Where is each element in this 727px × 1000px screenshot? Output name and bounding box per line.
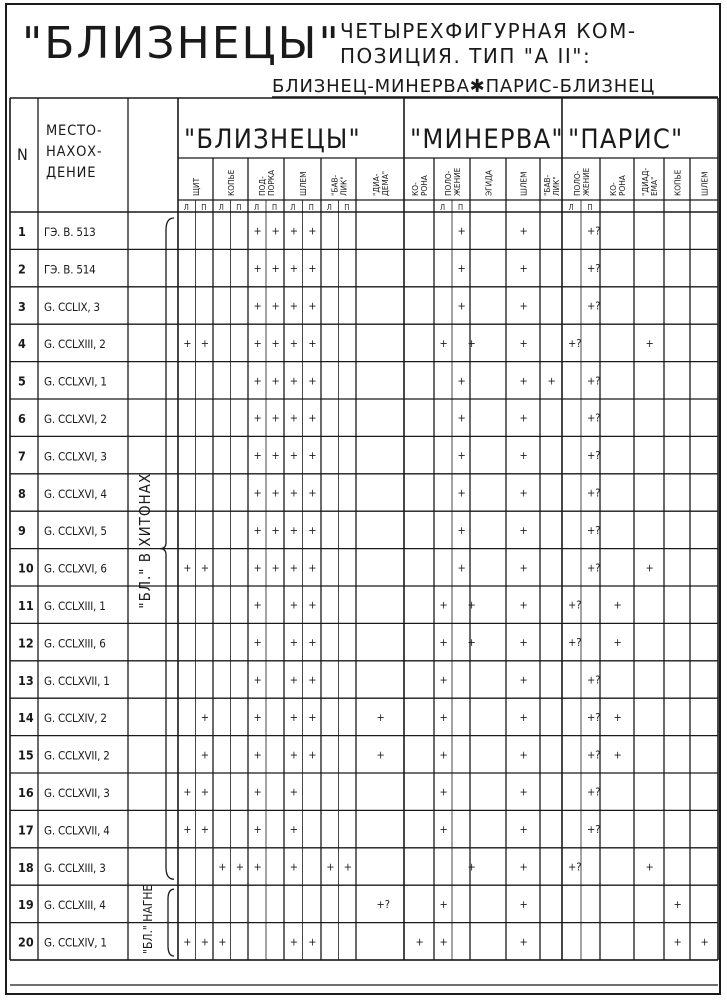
cell-mark: +: [200, 561, 210, 575]
cell-mark: +: [439, 785, 448, 799]
header-location-line-3: ДЕНИЕ: [46, 165, 97, 181]
sub-header-pdia-2: ЕМА": [649, 176, 659, 196]
cell-mark: +?: [587, 710, 601, 724]
cell-mark: +: [183, 785, 192, 799]
row-location: G. CCLXIII, 4: [44, 898, 106, 913]
cell-mark: +: [457, 449, 466, 463]
label-right-ppol: П: [587, 203, 593, 212]
row-location: G. CCLXVII, 2: [44, 748, 110, 763]
cell-mark: +: [547, 374, 556, 388]
cell-mark: +: [308, 710, 317, 724]
cell-mark: +: [289, 860, 299, 874]
cell-mark: +: [519, 598, 528, 612]
subtitle-line-1: ЧЕТЫРЕХФИГУРНАЯ КОМ-: [340, 19, 637, 43]
cell-mark: +: [289, 523, 299, 537]
row-location: G. CCLXIII, 1: [44, 599, 106, 613]
cell-mark: +: [519, 860, 528, 874]
row-number: 1: [18, 224, 26, 239]
cell-mark: +: [271, 224, 280, 238]
row-location: G. CCLXVII, 4: [44, 823, 110, 838]
label-right-shl: П: [308, 203, 314, 212]
cell-mark: +: [253, 299, 262, 313]
row-number: 7: [18, 448, 26, 464]
sub-header-mkor-2: РОНА: [419, 175, 429, 196]
sub-header-pod-1: ПОД-: [257, 176, 267, 196]
cell-mark: +: [289, 374, 299, 388]
cell-mark: +: [308, 224, 317, 238]
cell-mark: +: [289, 710, 299, 724]
cell-mark: +: [253, 224, 262, 238]
sub-header-pkor-1: КО-: [608, 182, 618, 196]
sub-header-pkor-2: РОНА: [617, 175, 627, 196]
cell-mark: +: [457, 411, 466, 425]
cell-mark: +: [289, 785, 299, 799]
cell-mark: +: [271, 374, 280, 388]
cell-mark: +: [200, 710, 210, 724]
cell-mark: +: [253, 411, 262, 425]
row-number: 3: [18, 298, 26, 314]
cell-mark: +: [289, 636, 299, 650]
sub-header-pod-2: ПОРКА: [266, 169, 276, 196]
cell-mark: +: [308, 374, 317, 388]
cell-mark: +: [308, 449, 317, 463]
cell-mark: +: [308, 935, 317, 949]
cell-mark: +: [271, 411, 280, 425]
sub-header-kop-1: КОПЬЕ: [226, 169, 236, 196]
cell-mark: +: [271, 299, 280, 313]
cell-mark: +: [308, 673, 317, 687]
label-right-kop: П: [236, 203, 242, 212]
cell-mark: +: [289, 262, 299, 276]
row-location: G. CCLXVI, 6: [44, 561, 107, 576]
cell-mark: +: [519, 710, 528, 724]
cell-mark: +: [253, 636, 262, 650]
cell-mark: +: [457, 262, 466, 276]
cell-mark: +: [200, 748, 210, 762]
cell-mark: +: [415, 935, 424, 949]
cell-mark: +: [439, 710, 448, 724]
group-title-2: "МИНЕРВА": [410, 124, 564, 155]
cell-mark: +?: [587, 374, 601, 388]
cell-mark: +: [200, 336, 210, 350]
label-left-ppol: Л: [568, 203, 574, 212]
cell-mark: +: [467, 336, 476, 350]
sub-header-mpol-1: ПОЛО-: [443, 170, 453, 196]
sub-header-mkor-1: КО-: [410, 182, 420, 196]
sub-header-msh-1: ШЛЕМ: [518, 171, 529, 196]
cell-mark: +?: [587, 449, 601, 463]
cell-mark: +?: [587, 224, 601, 238]
cell-mark: +: [253, 710, 262, 724]
cell-mark: +?: [587, 561, 601, 575]
cell-mark: +: [235, 860, 245, 874]
header-location-line-1: МЕСТО-: [46, 123, 103, 139]
cell-mark: +: [253, 860, 262, 874]
cell-mark: +: [289, 411, 299, 425]
cell-mark: +?: [587, 486, 601, 500]
row-location: G. CCLXVI, 5: [44, 524, 107, 539]
row-number: 6: [18, 411, 26, 426]
cell-mark: +: [183, 561, 192, 575]
row-number: 16: [18, 785, 34, 800]
cell-mark: +: [457, 561, 466, 575]
cell-mark: +: [289, 224, 299, 238]
cell-mark: +?: [587, 673, 601, 687]
header-location-line-2: НАХОХ-: [46, 144, 103, 160]
label-right-bav: П: [344, 203, 350, 212]
cell-mark: +: [271, 336, 280, 350]
sub-header-mpol-2: ЖЕНИЕ: [452, 167, 462, 196]
cell-mark: +: [253, 823, 262, 837]
row-location: G. CCLXVI, 2: [44, 412, 107, 426]
row-location: G. CCLXVII, 3: [44, 786, 110, 800]
cell-mark: +: [457, 299, 466, 313]
sub-header-shl-1: ШЛЕМ: [298, 171, 308, 196]
sub-header-pkop-1: КОПЬЕ: [672, 169, 683, 196]
cell-mark: +: [253, 486, 262, 500]
cell-mark: +: [308, 636, 317, 650]
sub-header-mbav-1: "БАВ-: [542, 174, 552, 196]
row-location: G. CCLXIII, 2: [44, 337, 106, 352]
row-location: G. CCLXVI, 4: [44, 486, 107, 501]
sub-header-bav-1: "БАВ-: [329, 174, 340, 196]
cell-mark: +: [183, 935, 192, 949]
cell-mark: +: [519, 336, 528, 350]
cell-mark: +: [457, 374, 466, 388]
row-number: 2: [18, 261, 26, 277]
cell-mark: +?: [587, 262, 601, 276]
row-location: G. CCLXIV, 2: [44, 711, 107, 726]
cell-mark: +: [467, 860, 476, 874]
cell-mark: +: [439, 336, 448, 350]
cell-mark: +: [376, 748, 385, 762]
cell-mark: +: [439, 673, 448, 687]
cell-mark: +: [308, 486, 317, 500]
row-location: G. CCLXIV, 1: [44, 935, 107, 950]
cell-mark: +: [289, 598, 299, 612]
cell-mark: +: [613, 636, 622, 650]
data-table: [10, 98, 718, 985]
cell-mark: +: [673, 935, 682, 949]
sub-header-dia-1: "ДИА-: [371, 173, 381, 196]
cell-mark: +: [183, 823, 192, 837]
cell-mark: +: [519, 224, 528, 238]
cell-mark: +: [467, 636, 476, 650]
row-number: 18: [18, 859, 34, 875]
row-location: G. CCLXVI, 3: [44, 449, 107, 464]
cell-mark: +: [308, 411, 317, 425]
row-number: 8: [18, 485, 26, 501]
label-left-shit: Л: [183, 203, 189, 212]
row-number: 5: [18, 373, 26, 389]
cell-mark: +?: [376, 897, 391, 911]
row-location: G. CCLXIII, 3: [44, 860, 106, 875]
cell-mark: +: [439, 935, 448, 949]
cell-mark: +: [289, 336, 299, 350]
cell-mark: +: [439, 823, 448, 837]
cell-mark: +: [289, 673, 299, 687]
header-number: N: [17, 145, 28, 164]
cell-mark: +: [308, 523, 317, 537]
cell-mark: +: [253, 523, 262, 537]
cell-mark: +: [519, 299, 528, 313]
row-number: 19: [18, 897, 34, 913]
cell-mark: +?: [587, 785, 601, 799]
cell-mark: +: [613, 748, 622, 762]
cell-mark: +: [519, 486, 528, 500]
cell-mark: +: [519, 785, 528, 799]
cell-mark: +?: [587, 523, 601, 537]
cell-mark: +: [613, 710, 622, 724]
cell-mark: +: [308, 336, 317, 350]
cell-mark: +: [308, 299, 317, 313]
cell-mark: +: [439, 897, 448, 911]
sub-header-dia-2: ДЕМА": [380, 170, 390, 196]
cell-mark: +: [289, 935, 299, 949]
cell-mark: +: [289, 449, 299, 463]
row-location: G. CCLXVII, 1: [44, 673, 110, 688]
group-title-1: "БЛИЗНЕЦЫ": [184, 124, 361, 155]
label-left-shl: Л: [290, 203, 296, 212]
cell-mark: +: [673, 897, 682, 911]
cell-mark: +: [519, 561, 528, 575]
row-number: 13: [18, 672, 34, 688]
cell-mark: +: [519, 935, 528, 949]
cell-mark: +?: [587, 299, 601, 313]
row-location: G. CCLIX, 3: [44, 299, 100, 314]
cell-mark: +?: [568, 336, 582, 350]
cell-mark: +: [253, 449, 262, 463]
cell-mark: +?: [587, 748, 601, 762]
row-number: 20: [18, 934, 34, 950]
cell-mark: +: [457, 224, 466, 238]
cell-mark: +: [700, 935, 709, 949]
cell-mark: +: [519, 897, 528, 911]
sub-header-psh-1: ШЛЕМ: [699, 171, 710, 196]
cell-mark: +: [439, 598, 448, 612]
cell-mark: +: [271, 561, 280, 575]
cell-mark: +: [645, 561, 654, 575]
subtitle-line-2: ПОЗИЦИЯ. ТИП "А II":: [340, 44, 592, 68]
cell-mark: +: [519, 523, 528, 537]
cell-mark: +: [289, 299, 299, 313]
cell-mark: +: [457, 523, 466, 537]
cell-mark: +: [271, 262, 280, 276]
cell-mark: +: [253, 598, 262, 612]
sub-header-shit-1: ЩИТ: [191, 177, 201, 196]
cell-mark: +: [253, 374, 262, 388]
cell-mark: +?: [568, 636, 582, 650]
cell-mark: +: [218, 860, 227, 874]
cell-mark: +: [645, 860, 654, 874]
sub-header-egi-1: ЭГИДА: [483, 170, 494, 196]
cell-mark: +: [289, 823, 299, 837]
cell-mark: +: [271, 486, 280, 500]
row-location: ГЭ. В. 513: [44, 225, 96, 239]
cell-mark: +: [200, 935, 210, 949]
cell-mark: +: [439, 748, 448, 762]
cell-mark: +: [253, 262, 262, 276]
cell-mark: +: [253, 785, 262, 799]
cell-mark: +: [645, 336, 654, 350]
cell-mark: +: [308, 561, 317, 575]
cell-mark: +: [308, 262, 317, 276]
cell-mark: +: [200, 785, 210, 799]
cell-mark: +: [289, 748, 299, 762]
label-right-pod: П: [272, 203, 278, 212]
cell-mark: +: [271, 449, 280, 463]
cell-mark: +: [253, 336, 262, 350]
cell-mark: +: [519, 748, 528, 762]
row-number: 12: [18, 635, 34, 651]
label-left-kop: Л: [218, 203, 224, 212]
row-number: 9: [18, 523, 26, 539]
cell-mark: +?: [568, 598, 582, 612]
cell-mark: +: [519, 374, 528, 388]
label-right-shit: П: [201, 203, 207, 212]
sub-header-ppol-2: ЖЕНИЕ: [581, 167, 591, 196]
cell-mark: +: [308, 748, 317, 762]
sub-header-ppol-1: ПОЛО-: [572, 170, 582, 196]
label-left-pod: Л: [254, 203, 260, 212]
row-number: 14: [18, 710, 34, 726]
label-left-mpol: Л: [440, 203, 446, 212]
cell-mark: +: [343, 860, 353, 874]
cell-mark: +?: [568, 860, 582, 874]
cell-mark: +: [253, 748, 262, 762]
cell-mark: +: [200, 823, 210, 837]
cell-mark: +: [613, 598, 622, 612]
cell-mark: +: [326, 860, 335, 874]
cell-mark: +: [519, 411, 528, 425]
group-title-3: "ПАРИС": [568, 124, 684, 155]
cell-mark: +: [519, 449, 528, 463]
row-number: 4: [18, 336, 26, 352]
row-location: G. CCLXVI, 1: [44, 374, 107, 389]
sub-header-mbav-2: ЛИК": [551, 176, 561, 196]
group-label-nude: "БЛ." НАГНЕ: [141, 884, 155, 954]
cell-mark: +: [519, 262, 528, 276]
row-number: 17: [18, 822, 34, 838]
cell-mark: +: [439, 636, 448, 650]
cell-mark: +: [519, 823, 528, 837]
cell-mark: +?: [587, 823, 601, 837]
row-number: 10: [18, 560, 34, 576]
label-left-bav: Л: [326, 203, 332, 212]
label-right-mpol: П: [458, 203, 464, 212]
cell-mark: +: [289, 561, 299, 575]
sub-header-bav-2: ЛИК": [338, 176, 349, 196]
row-location: ГЭ. В. 514: [44, 262, 96, 277]
row-location: G. CCLXIII, 6: [44, 636, 106, 651]
page-title: "БЛИЗНЕЦЫ": [22, 18, 341, 69]
cell-mark: +: [289, 486, 299, 500]
cell-mark: +: [183, 336, 192, 350]
cell-mark: +: [218, 935, 227, 949]
cell-mark: +?: [587, 411, 601, 425]
cell-mark: +: [519, 673, 528, 687]
row-number: 15: [18, 747, 34, 763]
cell-mark: +: [467, 598, 476, 612]
cell-mark: +: [376, 710, 385, 724]
cell-mark: +: [308, 598, 317, 612]
cell-mark: +: [519, 636, 528, 650]
subtitle-line-3: БЛИЗНЕЦ-МИНЕРВА✱ПАРИС-БЛИЗНЕЦ: [272, 76, 655, 97]
cell-mark: +: [253, 561, 262, 575]
cell-mark: +: [253, 673, 262, 687]
group-label-chitons: "БЛ." В ХИТОНАХ: [136, 472, 154, 609]
cell-mark: +: [457, 486, 466, 500]
row-number: 11: [18, 598, 34, 613]
sub-header-pdia-1: "ДИАД-: [640, 167, 650, 196]
cell-mark: +: [271, 523, 280, 537]
